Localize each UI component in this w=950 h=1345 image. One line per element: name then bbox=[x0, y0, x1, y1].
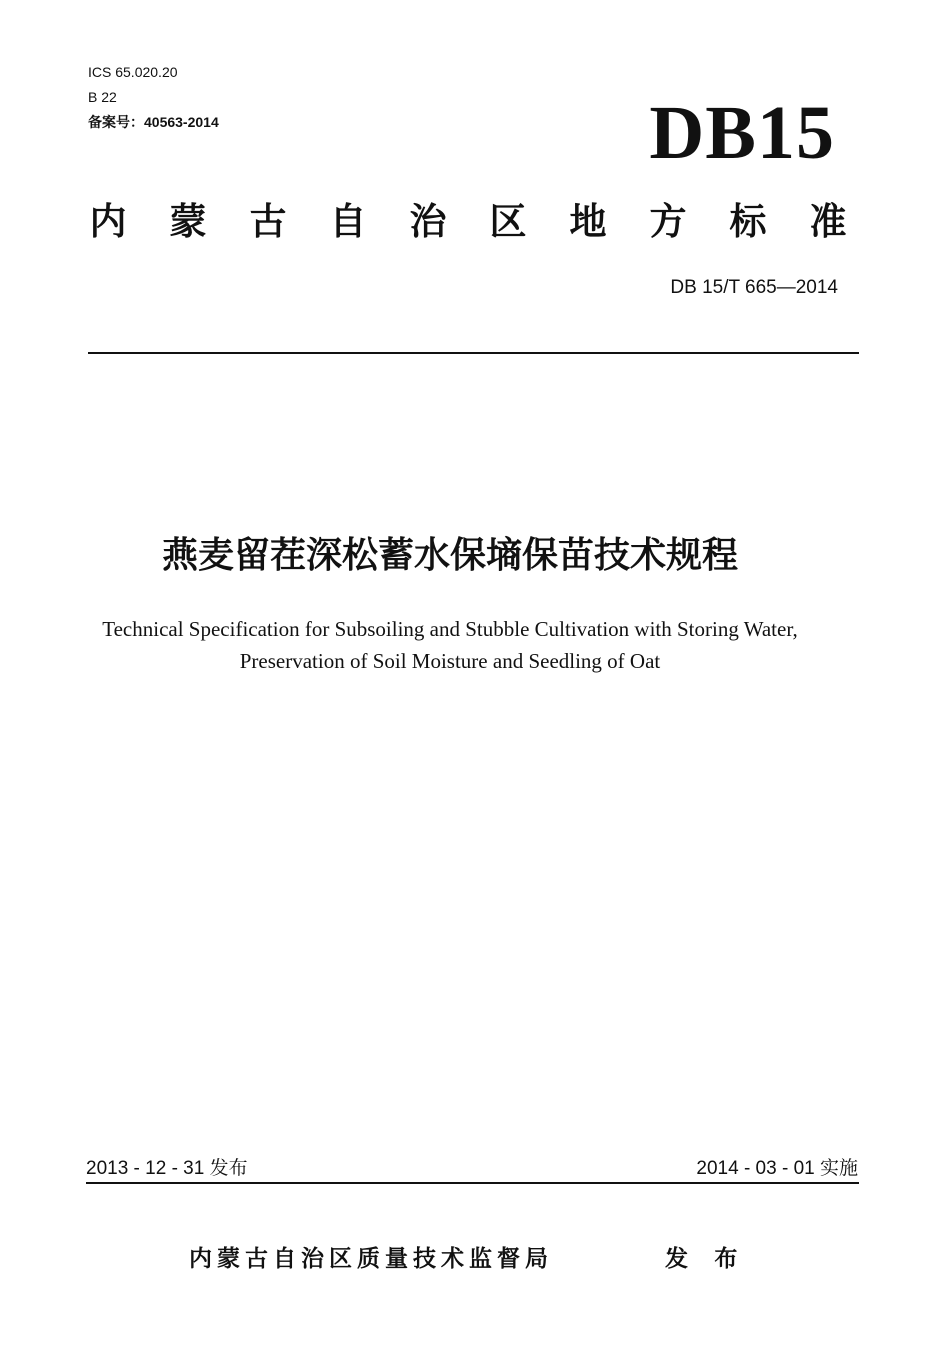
standard-type-char: 地 bbox=[569, 201, 607, 242]
ics-code: ICS 65.020.20 bbox=[88, 64, 178, 80]
title-english-line-1: Technical Specification for Subsoiling and Stubble Cultivation with Storing Water, bbox=[102, 617, 798, 641]
standard-type-char: 标 bbox=[729, 201, 767, 242]
classification-code: B 22 bbox=[88, 89, 117, 105]
standard-type-char: 方 bbox=[649, 201, 687, 242]
standard-number: DB 15/T 665—2014 bbox=[670, 277, 838, 298]
publisher-name: 内蒙古自治区质量技术监督局 bbox=[189, 1245, 553, 1271]
top-divider bbox=[88, 352, 859, 354]
issue-date: 2013 - 12 - 31 发布 bbox=[86, 1158, 248, 1179]
title-english bbox=[0, 613, 900, 677]
title-chinese: 燕麦留茬深松蓄水保墒保苗技术规程 bbox=[161, 534, 738, 575]
standard-type-char: 区 bbox=[489, 201, 527, 242]
standard-type-heading bbox=[88, 196, 848, 248]
filing-number: 备案号：40563-2014 bbox=[88, 114, 219, 130]
standard-type-char: 准 bbox=[809, 201, 847, 242]
standard-type-char: 古 bbox=[249, 201, 287, 242]
standard-type-char: 蒙 bbox=[169, 201, 207, 242]
implementation-date: 2014 - 03 - 01 实施 bbox=[696, 1158, 858, 1179]
title-english-line-2: Preservation of Soil Moisture and Seedling of Oat bbox=[239, 649, 661, 673]
standard-type-char: 治 bbox=[409, 201, 447, 242]
standard-type-char: 自 bbox=[329, 201, 367, 242]
db-logo: DB15 bbox=[649, 91, 835, 175]
standard-type-char: 内 bbox=[89, 201, 127, 242]
publish-label: 发 布 bbox=[665, 1245, 748, 1271]
bottom-divider bbox=[86, 1182, 859, 1184]
